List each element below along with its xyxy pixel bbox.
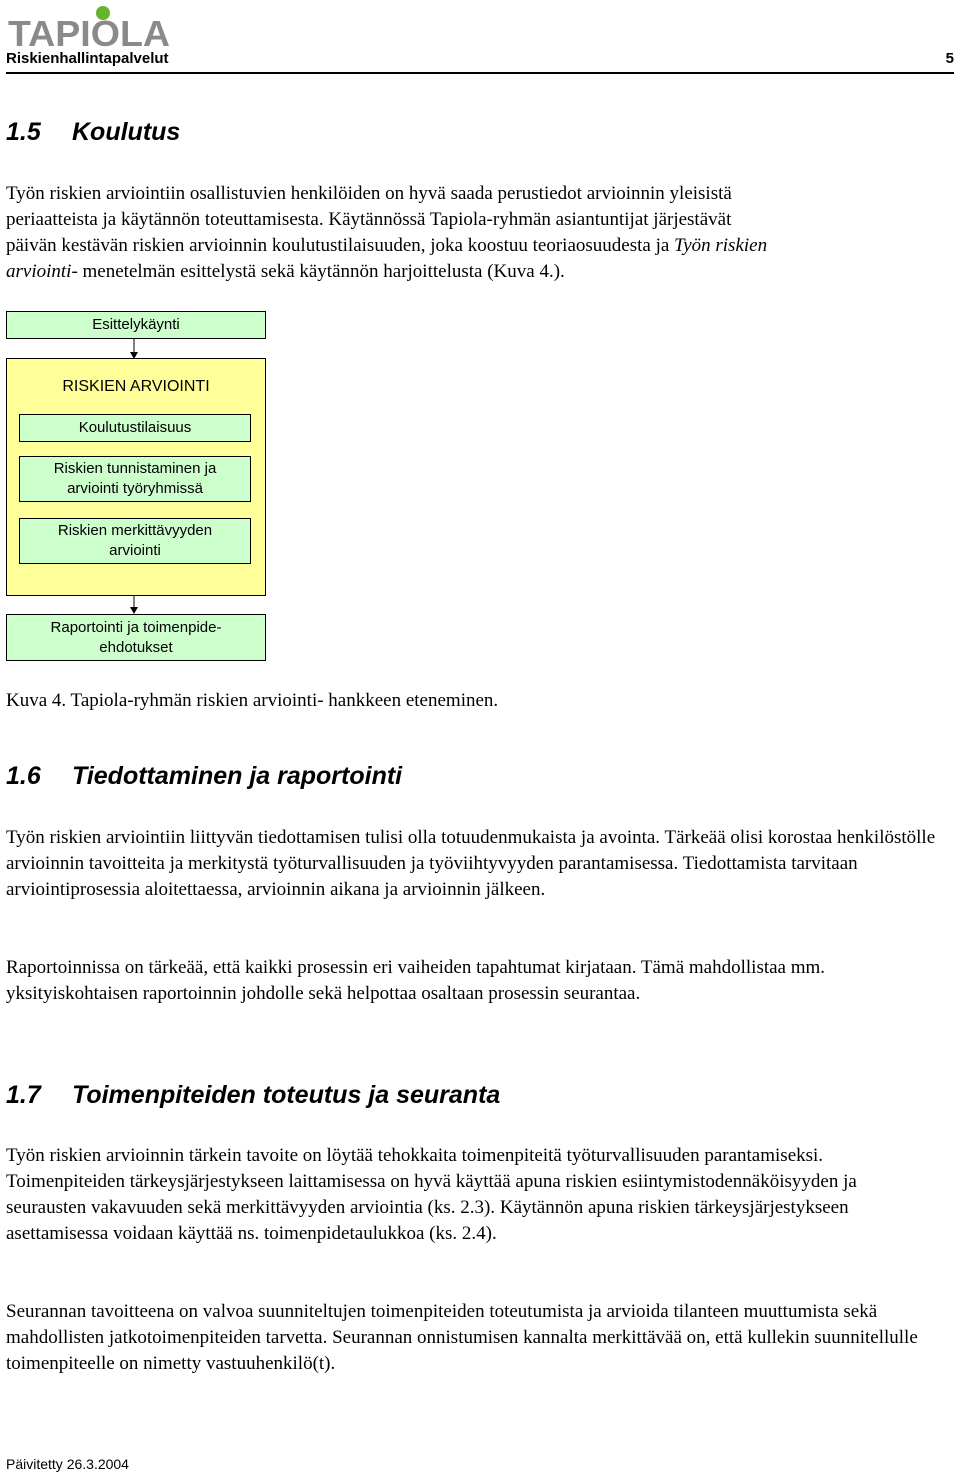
- section-1-7-paragraph-1: Työn riskien arvioinnin tärkein tavoite on löytää tehokkaita toimenpiteitä työturvallisuuden parantamiseksi. Toimenpiteiden tärkeysjärjestykseen laittamisessa on hyvä käyttää apuna riskien esiintymistodennäköisyyden ja seurausten vakavuuden sekä merkittävyyden arviointia (ks. 2.3). Käytännön apuna riskien tärkeysjärjestykseen asettamisessa voidaan käyttää ns. toimenpidetaulukkoa (ks. 2.4).: [6, 1145, 857, 1244]
- section-number: 1.5: [6, 118, 41, 146]
- paragraph-line: [6, 233, 936, 259]
- section-number: 1.7: [6, 1081, 41, 1109]
- method-name-italic: arviointi-: [6, 261, 78, 282]
- section-1-6-paragraph-1: Työn riskien arviointiin liittyvän tiedottamisen tulisi olla totuudenmukaista ja avointa. Tärkeää olisi korostaa henkilöstölle arvioinnin tavoitteita ja merkitystä työturvallisuuden ja työviihtyvyyden parantamisessa. Tiedottamista tarvitaan arviointiprosessia aloitettaessa, arvioinnin aikana ja arvioinnin jälkeen.: [6, 827, 936, 900]
- section-number: 1.6: [6, 762, 41, 790]
- section-heading-1-7: [6, 1081, 500, 1110]
- section-1-6-paragraph-2: Raportoinnissa on tärkeää, että kaikki prosessin eri vaiheiden tapahtumat kirjataan. Tämä mahdollistaa mm. yksityiskohtaisen raportoinnin johdolle sekä helpottaa osaltaan prosessin seurantaa.: [6, 957, 826, 1004]
- paragraph-line: periaatteista ja käytännön toteuttamisesta. Käytännössä Tapiola-ryhmän asiantuntijat järjestävät: [6, 209, 732, 230]
- section-title: Toimenpiteiden toteutus ja seuranta: [72, 1081, 501, 1109]
- svg-text:TAPIOLA: TAPIOLA: [8, 13, 170, 48]
- section-title: Koulutus: [72, 118, 181, 146]
- paragraph-line: [6, 259, 936, 285]
- section-title: Tiedottaminen ja raportointi: [72, 762, 403, 790]
- substep-riskien-tunnistaminen: Riskien tunnistaminen ja arviointi työryhmissä: [19, 456, 251, 502]
- step-esittelykaynti: Esittelykäynti: [6, 311, 266, 339]
- paragraph-line: Työn riskien arviointiin osallistuvien henkilöiden on hyvä saada perustiedot arvioinnin yleisistä: [6, 183, 732, 204]
- section-1-5-paragraph: [6, 181, 936, 285]
- step-raportointi: Raportointi ja toimenpide-ehdotukset: [6, 614, 266, 661]
- section-heading-1-5: [6, 118, 180, 147]
- substep-koulutustilaisuus: Koulutustilaisuus: [19, 414, 251, 442]
- arrow-down-icon: [128, 339, 140, 359]
- footer-updated: Päivitetty 26.3.2004: [6, 1456, 129, 1472]
- paragraph-text: menetelmän esittelystä sekä käytännön harjoittelusta (Kuva 4.).: [77, 261, 565, 282]
- arrow-down-icon: [128, 596, 140, 614]
- page-number: 5: [945, 50, 954, 67]
- section-1-7-paragraph-2: Seurannan tavoitteena on valvoa suunniteltujen toimenpiteiden toteutumista ja arvioida tilanteen muuttumista sekä mahdollisten jatkotoimenpiteiden tarvetta. Seurannan onnistumisen kannalta merkittävää on, että kullekin suunnitellulle toimenpiteelle on nimetty vastuuhenkilö(t).: [6, 1301, 918, 1374]
- paragraph-text: päivän kestävän riskien arvioinnin koulutustilaisuuden, joka koostuu teoriaosuudesta ja: [6, 235, 670, 256]
- header-divider: [6, 72, 954, 74]
- section-heading-1-6: [6, 762, 402, 791]
- figure-caption: Kuva 4. Tapiola-ryhmän riskien arviointi- hankkeen eteneminen.: [6, 690, 499, 711]
- substep-merkittavyys: Riskien merkittävyyden arviointi: [19, 518, 251, 564]
- frame-title: RISKIEN ARVIOINTI: [62, 378, 210, 395]
- method-name-italic: Työn riskien: [674, 235, 768, 256]
- tapiola-logo: [6, 2, 176, 48]
- header-title: Riskienhallintapalvelut: [6, 50, 169, 67]
